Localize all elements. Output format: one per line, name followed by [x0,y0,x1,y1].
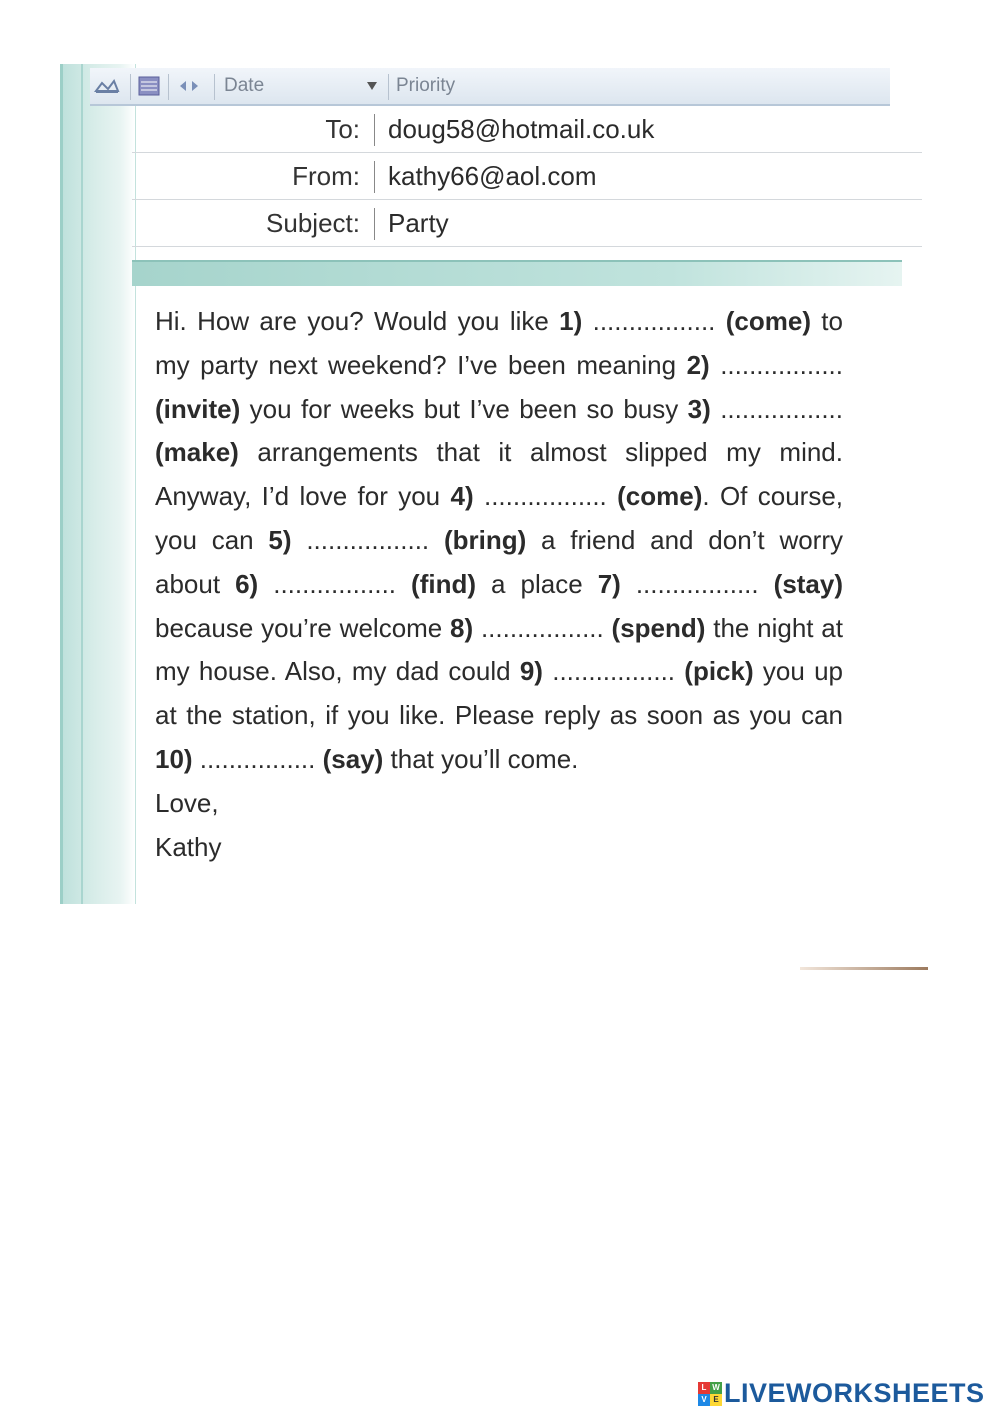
gap-blank[interactable]: ................. [710,393,844,424]
gap-blank[interactable]: ................. [291,524,444,555]
from-field[interactable]: kathy66@aol.com [388,161,597,191]
closing: Love, [155,787,219,818]
subject-label: Subject: [266,208,360,238]
to-field[interactable]: doug58@hotmail.co.uk [388,114,655,144]
gap-number: 7) [597,568,621,599]
gap-number: 4) [450,481,474,512]
gap-number: 5) [268,524,292,555]
to-label: To: [325,114,360,144]
logo-letter: W [710,1382,722,1394]
gap-verb: (invite) [155,393,241,424]
body-text-segment: you for weeks but I’ve been so busy [240,393,688,424]
sort-arrows-icon[interactable] [174,74,204,98]
gap-verb: (stay) [773,568,844,599]
gap-verb: (find) [411,568,477,599]
field-divider [374,114,375,146]
email-body[interactable] [155,300,843,869]
gap-verb: (spend) [611,612,706,643]
gap-number: 9) [519,656,543,687]
logo-letter: E [710,1394,722,1406]
brand-text: LIVEWORKSHEETS [724,1378,985,1408]
priority-column-header[interactable]: Priority [396,75,456,96]
signature: Kathy [155,831,222,862]
from-row [132,153,922,200]
flag-icon[interactable] [92,74,122,98]
body-text-segment: the night at my house. Also, my dad could [155,612,843,687]
sort-down-icon[interactable] [362,74,382,98]
gap-blank[interactable]: ................. [709,349,843,380]
gap-blank[interactable]: ................. [542,656,685,687]
toolbar-separator [168,74,169,100]
gap-blank[interactable]: ................. [620,568,774,599]
field-divider [374,208,375,240]
body-text-segment: Hi. How are you? Would you like [155,306,560,336]
gap-blank[interactable]: ................. [258,568,412,599]
list-icon[interactable] [136,74,162,98]
body-text-segment: that you’ll come. [383,743,579,774]
email-window [60,64,920,904]
gap-blank[interactable]: ................. [473,481,618,512]
logo-letter: V [698,1394,710,1406]
gap-blank[interactable]: ................. [473,612,612,643]
date-column-header[interactable]: Date [224,75,265,96]
gap-number: 8) [450,612,474,643]
left-frame-bar [60,64,135,904]
gap-verb: (bring) [443,524,527,555]
gap-blank[interactable]: ................ [192,743,323,774]
body-text-segment: because you’re welcome [155,612,451,643]
liveworksheets-logo-icon [698,1382,722,1406]
header-separator-band [132,260,902,286]
gap-verb: (come) [617,481,703,512]
gap-verb: (come) [725,306,811,336]
gap-blank[interactable]: ................. [582,306,726,336]
gap-verb: (make) [155,437,239,468]
body-text-segment: you up at the station, if you like. Please reply as soon as you can [155,656,843,731]
gap-number: 10) [155,743,193,774]
body-text-segment: arrangements that it almost slipped my mind. Anyway, I’d love for you [155,437,843,512]
body-text-segment: to my party next weekend? I’ve been meaning [155,306,843,380]
body-text-segment: . Of course, you can [155,481,844,555]
field-divider [374,161,375,193]
gap-number: 2) [686,349,710,380]
subject-field[interactable]: Party [388,208,449,238]
gap-number: 3) [687,393,711,424]
to-row [132,106,922,153]
logo-letter: L [698,1382,710,1394]
decorative-line [800,967,928,970]
body-text-segment: a friend and don’t worry about [155,524,843,599]
toolbar-separator [214,74,215,100]
toolbar-separator [388,74,389,100]
subject-row [132,200,922,247]
liveworksheets-brand [698,1378,985,1409]
body-text-segment: a place [476,568,598,599]
left-frame-inner [81,64,136,904]
email-header [132,106,922,247]
from-label: From: [292,161,360,191]
gap-verb: (pick) [684,656,754,687]
toolbar-separator [130,74,131,100]
column-header-bar [90,68,890,106]
gap-verb: (say) [322,743,384,774]
gap-number: 1) [559,306,583,336]
gap-number: 6) [235,568,259,599]
